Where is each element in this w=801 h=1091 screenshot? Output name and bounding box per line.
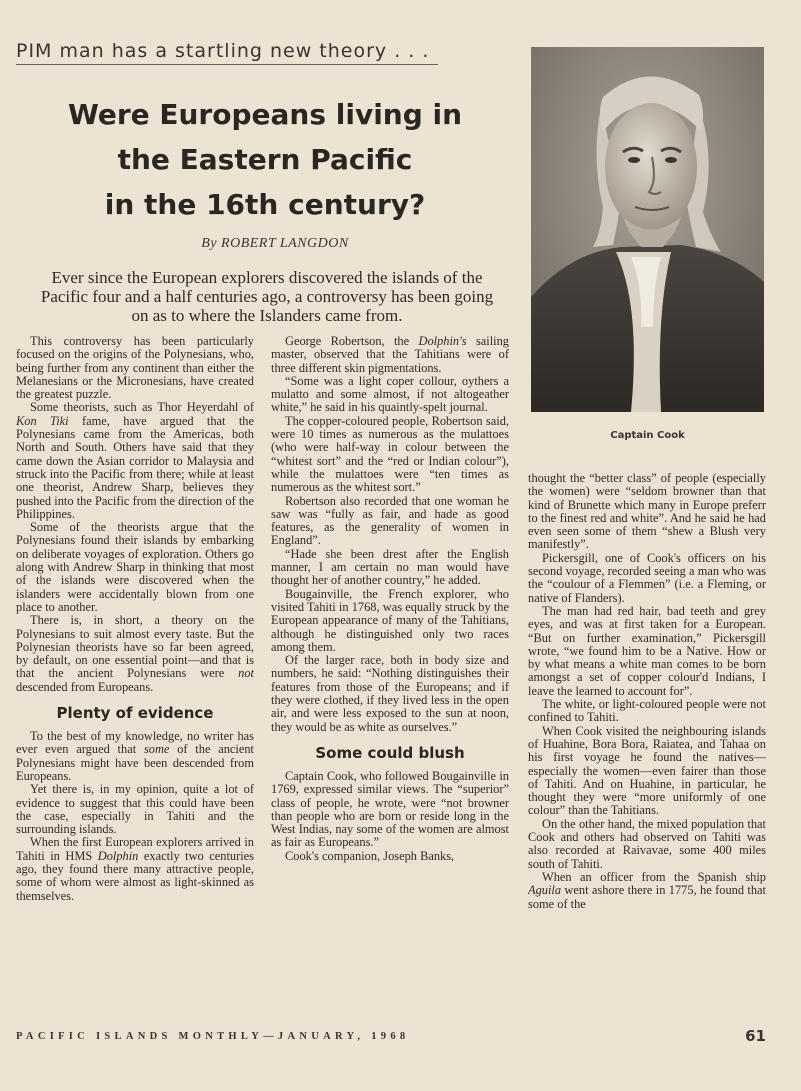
paragraph: Yet there is, in my opinion, quite a lot of evidence to suggest that this could have been the case, especially in Tahiti and the surrounding islands. bbox=[16, 782, 254, 837]
paragraph: When the first European explorers arrived in Tahiti in HMS Dolphin exactly two centuries ago, they found there many attractive people, some of whom were almost as light-skinned as themselves. bbox=[16, 835, 254, 903]
paragraph: The white, or light-coloured people were not confined to Tahiti. bbox=[528, 697, 766, 725]
headline-line-3: in the 16th century? bbox=[104, 188, 426, 221]
subheading-plenty-of-evidence: Plenty of evidence bbox=[56, 704, 214, 723]
text-column-3 bbox=[528, 472, 766, 1015]
intro-paragraph: Ever since the European explorers discovered the islands of the Pacific four and a half centuries ago, a controversy has been going on as to where the Islanders came from. bbox=[40, 268, 494, 325]
paragraph: On the other hand, the mixed population that Cook and others had observed on Tahiti was also recorded at Raivavae, some 400 miles south of Tahiti. bbox=[528, 816, 766, 871]
paragraph: There is, in short, a theory on the Polynesians to suit almost every taste. But the Polynesian theorists have so far been agreed, by default, on one essential point—and that is that the ancient Polynesians were not descended from Europeans. bbox=[16, 613, 254, 694]
headline-line-1: Were Europeans living in bbox=[67, 98, 463, 131]
paragraph: thought the “better class” of people (especially the women) were “seldom browner than that kind of Brunette which many in Europe preferr to the finest red and white”. And he said he had even seen some of them “shew a Blush very manifestly”. bbox=[528, 472, 766, 552]
paragraph: Some theorists, such as Thor Heyerdahl of Kon Tiki fame, have argued that the Polynesians came from the Americas, both North and South. Others have said that they came down the Asian corridor to Malaysia and struck into the Pacific from there; while at least one theorist, Andrew Sharp, believes they pushed into the Pacific from the direction of the Philippines. bbox=[16, 400, 254, 521]
paragraph: Bougainville, the French explorer, who visited Tahiti in 1768, was equally struck by the European appearance of many of the Tahitians, although he distinguished only two races among them. bbox=[271, 586, 509, 654]
paragraph: Robertson also recorded that one woman he saw was “fully as fair, and hade as good features, as the generality of women in England”. bbox=[271, 493, 509, 548]
text-column-2 bbox=[271, 335, 509, 1015]
footer-publication: PACIFIC ISLANDS MONTHLY—JANUARY, 1968 bbox=[16, 1031, 410, 1042]
portrait-photo bbox=[531, 47, 764, 412]
page-number: 61 bbox=[745, 1027, 766, 1045]
headline-line-2: the Eastern Pacific bbox=[117, 143, 413, 176]
byline: By ROBERT LANGDON bbox=[201, 236, 349, 251]
paragraph: Cook's companion, Joseph Banks, bbox=[285, 848, 455, 863]
paragraph: Of the larger race, both in body size and numbers, he said: “Nothing distinguishes their features from those of the Europeans; and if they were clothed, if they lived less in the open air, and were less exposed to the sun at noon, they would be as white as ourselves.” bbox=[271, 653, 509, 734]
paragraph: George Robertson, the Dolphin's sailing master, observed that the Tahitians were of three different skin pigmentations. bbox=[271, 335, 509, 375]
paragraph: When an officer from the Spanish ship Aguila went ashore there in 1775, he found that some of the bbox=[528, 869, 766, 911]
paragraph: The man had red hair, bad teeth and grey eyes, and was at first taken for a European. “But on further examination,” Pickersgill wrote, “we found him to be a Native. How or by what means a white man comes to be born amongst a set of copper colour'd Indians, I leave the learned to account for”. bbox=[528, 603, 766, 698]
paragraph: Some of the theorists argue that the Polynesians found their islands by embarking on deliberate voyages of exploration. Others go along with Andrew Sharp in thinking that most of the islands were discovered when the islanders were accidentally blown from one place to another. bbox=[16, 520, 254, 614]
text-column-1 bbox=[16, 335, 254, 1015]
page-footer bbox=[16, 1027, 766, 1049]
paragraph: This controversy has been particularly focused on the origins of the Polynesians, who, being further from any continent than either the Melanesians or the Micronesians, have created the greatest puzzle. bbox=[16, 335, 254, 402]
portrait-illustration bbox=[531, 47, 764, 412]
subheading-some-could-blush: Some could blush bbox=[315, 743, 465, 762]
article-headline bbox=[30, 92, 500, 227]
paragraph: The copper-coloured people, Robertson said, were 10 times as numerous as the mulattoes (who were half-way in colour between the “whitest sort” and the “red or Indian colour”), while the mulattoes were “ten times as numerous as the whitest sort.” bbox=[271, 413, 509, 495]
paragraph: “Some was a light coper collour, oythers a mulatto and some almost, if not altogeather white,” he said in his quaintly-spelt journal. bbox=[271, 373, 509, 415]
paragraph: “Hade she been drest after the English manner, I am certain no man would have thought her of another country,” he added. bbox=[271, 546, 509, 588]
paragraph: Pickersgill, one of Cook's officers on his second voyage, recorded seeing a man who was the “coulour of a Flemmen” (i.e. a Fleming, or native of Flanders). bbox=[528, 550, 766, 605]
kicker-line: PIM man has a startling new theory . . . bbox=[16, 40, 438, 65]
photo-caption: Captain Cook bbox=[610, 430, 685, 441]
paragraph: Captain Cook, who followed Bougainville in 1769, expressed similar views. The “superior” class of people, he wrote, were “not browner than people who are born or reside long in the West Indias, nay some of the women are almost as fair as Europeans.” bbox=[271, 768, 509, 850]
paragraph: To the best of my knowledge, no writer has ever even argued that some of the ancient Polynesians might have been descended from Europeans. bbox=[16, 729, 254, 783]
paragraph: When Cook visited the neighbouring islands of Huahine, Bora Bora, Raiatea, and Tahaa on his first voyage he found the natives—especially the women—even fairer than those of Tahiti. And on Huahine, in particular, he thought they were “more uniformly of one colour” than the Tahitians. bbox=[528, 723, 766, 818]
